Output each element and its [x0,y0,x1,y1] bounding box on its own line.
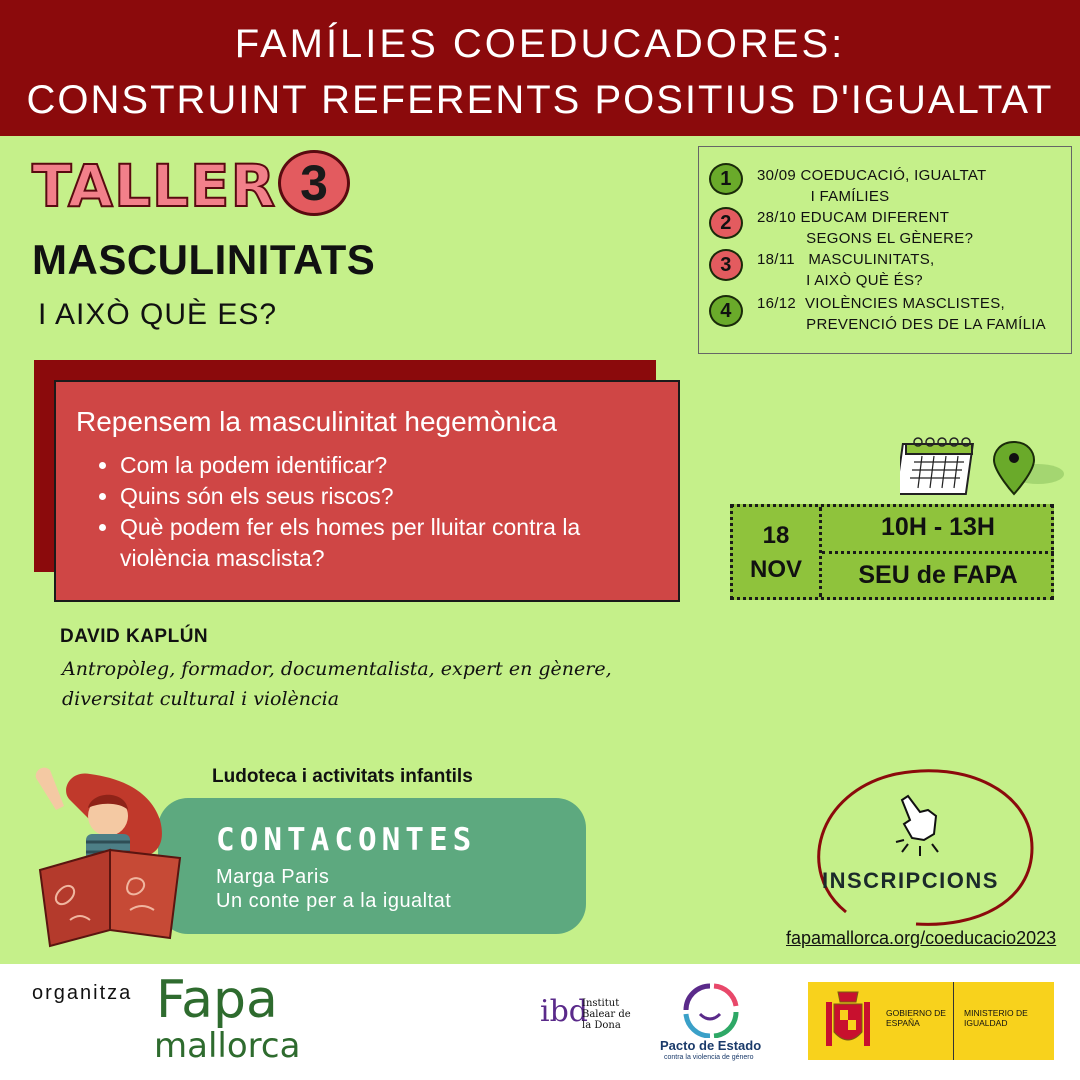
calendar-icon [900,436,980,498]
location-pin-icon [990,440,1070,498]
event-date [733,519,819,587]
event-info-box [730,504,1054,600]
storytelling-subtitle: Un conte per a la igualtat [216,890,452,912]
event-month: NOV [749,556,802,583]
event-time: 10H - 13H [881,513,995,541]
storytelling-box [158,798,586,934]
schedule-item-text: 28/10 EDUCAM DIFERENT SEGONS EL GÈNERE? [757,209,974,247]
government-separator [953,982,954,1060]
girl-reading-book-illustration [30,760,190,950]
header-title-line1: FAMÍLIES COEDUCADORES: [234,22,846,66]
event-place: SEU de FAPA [858,561,1018,589]
schedule-number-badge: 1 [709,163,743,195]
pacto-estado-subtitle: contra la violencia de género [664,1054,754,1061]
topic-bullet: • Què podem fer els homes per lluitar contra la violència masclista? [120,512,660,574]
registration-link[interactable]: fapamallorca.org/coeducacio2023 [786,928,1057,948]
ministry-label: MINISTERIO DE IGUALDAD [964,1008,1028,1028]
storytelling-presenter: Marga Paris [216,866,330,888]
speaker-description: Antropòleg, formador, documentalista, expert en gènere, diversitat cultural i violència [62,658,612,710]
event-day: 18 [762,522,790,549]
topic-bullet: • Quins són els seus riscos? [120,481,660,512]
government-label: GOBIERNO DE ESPAÑA [886,1008,946,1028]
topic-box [54,380,680,602]
schedule-number-badge: 2 [709,207,743,239]
ibd-logo-text: Institut Balear de la Dona [582,998,631,1031]
schedule-box [698,146,1072,354]
fapa-logo-line1: Fapa [156,970,278,1030]
storytelling-title: CONTACONTES [216,822,477,858]
topic-bullet: • Com la podem identificar? [120,450,660,481]
header-banner [0,0,1080,136]
schedule-number-badge: 3 [709,249,743,281]
pacto-estado-title: Pacto de Estado [660,1038,762,1053]
schedule-item-text: 18/11 MASCULINITATS, I AIXÒ QUÈ ÉS? [757,251,935,289]
coat-of-arms-icon [820,988,876,1054]
fapa-logo-line2: mallorca [154,1026,301,1066]
registration-label[interactable]: INSCRIPCIONS [822,868,999,893]
taller-label: TALLER [32,152,277,220]
workshop-title: MASCULINITATS [32,236,376,283]
speaker-name: DAVID KAPLÚN [60,626,209,647]
schedule-number-badge: 4 [709,295,743,327]
topic-bullets [120,450,660,574]
taller-number-badge: 3 [278,150,350,216]
schedule-item-text: 16/12 VIOLÈNCIES MASCLISTES, PREVENCIÓ DES DE LA FAMÍLIA [757,295,1046,333]
schedule-item-text: 30/09 COEDUCACIÓ, IGUALTAT I FAMÍLIES [757,167,987,205]
pointing-hand-icon[interactable] [894,794,940,864]
topic-title: Repensem la masculinitat hegemònica [76,406,557,437]
footer-sponsors [0,964,1080,1080]
organizer-label: organitza [32,982,133,1004]
event-divider [822,551,1054,554]
header-title-line2: CONSTRUINT REFERENTS POSITIUS D'IGUALTAT [26,78,1054,122]
government-logo [808,982,1054,1060]
workshop-subtitle: I AIXÒ QUÈ ES? [38,298,278,331]
kids-activities-label: Ludoteca i activitats infantils [212,766,473,787]
ibd-logo-mark: ibd [540,994,589,1029]
pacto-estado-logo-icon [678,980,742,1038]
